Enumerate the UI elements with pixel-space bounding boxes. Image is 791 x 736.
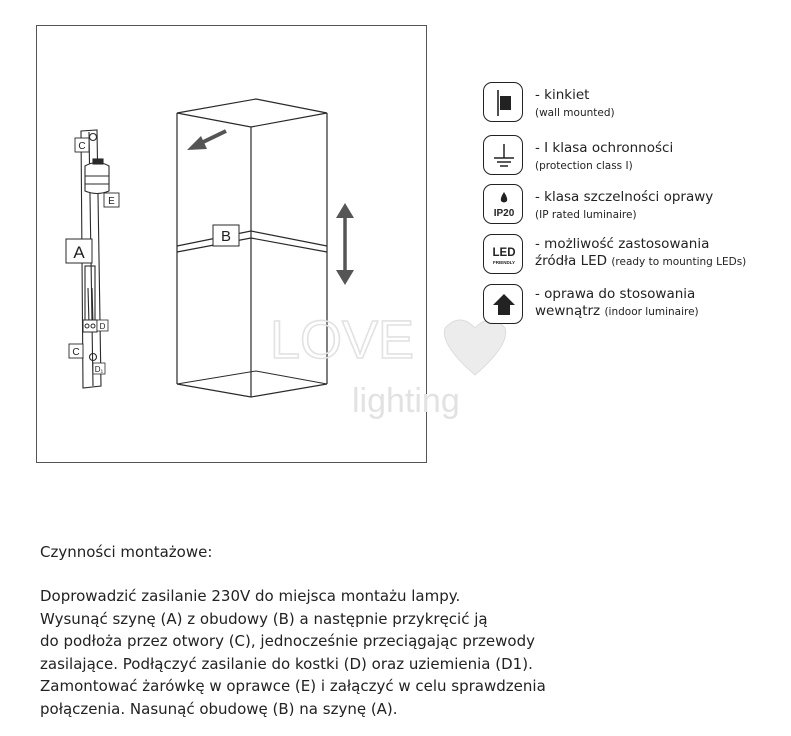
- arrow-vertical-icon: [336, 203, 354, 285]
- legend-text-indoor: [535, 286, 699, 321]
- led-icon-subtext: FRIENDLY: [492, 260, 516, 265]
- legend-item-protection-class: [483, 135, 783, 179]
- instruction-line: Doprowadzić zasilanie 230V do miejsca montażu lampy.: [40, 587, 461, 605]
- legend-pl: - oprawa do stosowania: [535, 286, 696, 302]
- legend-text-led-friendly: [535, 236, 746, 271]
- label-b: B: [220, 228, 232, 245]
- terminal-block: [83, 320, 97, 332]
- arrow-left-icon: [187, 131, 226, 150]
- legend-text-wall-mounted: [535, 87, 615, 122]
- watermark-lighting-text: lighting: [352, 382, 460, 420]
- assembly-drawing: [37, 26, 428, 464]
- water-drop-icon: [501, 192, 507, 203]
- instruction-line: Wysunąć szynę (A) z obudowy (B) a następnie przykręcić ją: [40, 609, 488, 628]
- wall-mounted-icon: [483, 82, 523, 122]
- legend-item-led-friendly: [483, 234, 783, 278]
- instruction-line: do podłoża przez otwory (C), jednocześnie przeciągając przewody: [40, 632, 535, 650]
- indoor-icon: [483, 284, 523, 324]
- bulb-socket: [85, 159, 109, 194]
- label-c-bottom: C: [72, 347, 80, 358]
- watermark-love-text: LOVE: [270, 310, 415, 370]
- legend-en: (protection class I): [535, 160, 633, 172]
- label-a: A: [73, 243, 85, 262]
- legend-pl: - klasa szczelności oprawy: [535, 189, 714, 205]
- label-d: D: [99, 322, 106, 331]
- legend-pl2: źródła LED: [535, 253, 608, 269]
- legend-pl: - kinkiet: [535, 87, 590, 103]
- legend-en: (wall mounted): [535, 107, 615, 119]
- house-icon: [493, 294, 515, 315]
- label-d1: D₁: [94, 365, 104, 374]
- legend-item-indoor: [483, 284, 783, 328]
- ip20-icon-text: IP20: [493, 208, 515, 219]
- legend-pl: - I klasa ochronności: [535, 140, 674, 156]
- instructions-heading: Czynności montażowe:: [40, 543, 213, 561]
- instructions-body: [40, 585, 760, 720]
- label-e: E: [108, 196, 115, 207]
- legend-text-protection-class: [535, 140, 673, 175]
- legend-item-wall-mounted: [483, 82, 783, 126]
- legend-pl2: wewnątrz: [535, 303, 601, 319]
- protection-class-icon: [483, 135, 523, 175]
- legend-en: (ready to mounting LEDs): [611, 256, 747, 268]
- legend-item-ip20: [483, 184, 783, 228]
- watermark-heart-icon: [444, 320, 505, 375]
- legend-text-ip20: [535, 189, 713, 224]
- legend-en: (indoor luminaire): [604, 306, 699, 318]
- instruction-line: połączenia. Nasunąć obudowę (B) na szynę (A).: [40, 699, 398, 718]
- led-icon-text: LED: [492, 247, 516, 259]
- instruction-line: Zamontować żarówkę w oprawce (E) i załączyć w celu sprawdzenia: [40, 677, 546, 695]
- instruction-line: zasilające. Podłączyć zasilanie do kostki (D) oraz uziemienia (D1).: [40, 654, 533, 673]
- assembly-diagram: [36, 25, 427, 463]
- legend-pl: - możliwość zastosowania: [535, 236, 710, 252]
- legend-en: (IP rated luminaire): [535, 209, 637, 221]
- ip20-icon: [483, 184, 523, 224]
- label-c-top: C: [78, 141, 86, 152]
- led-friendly-icon: [483, 234, 523, 274]
